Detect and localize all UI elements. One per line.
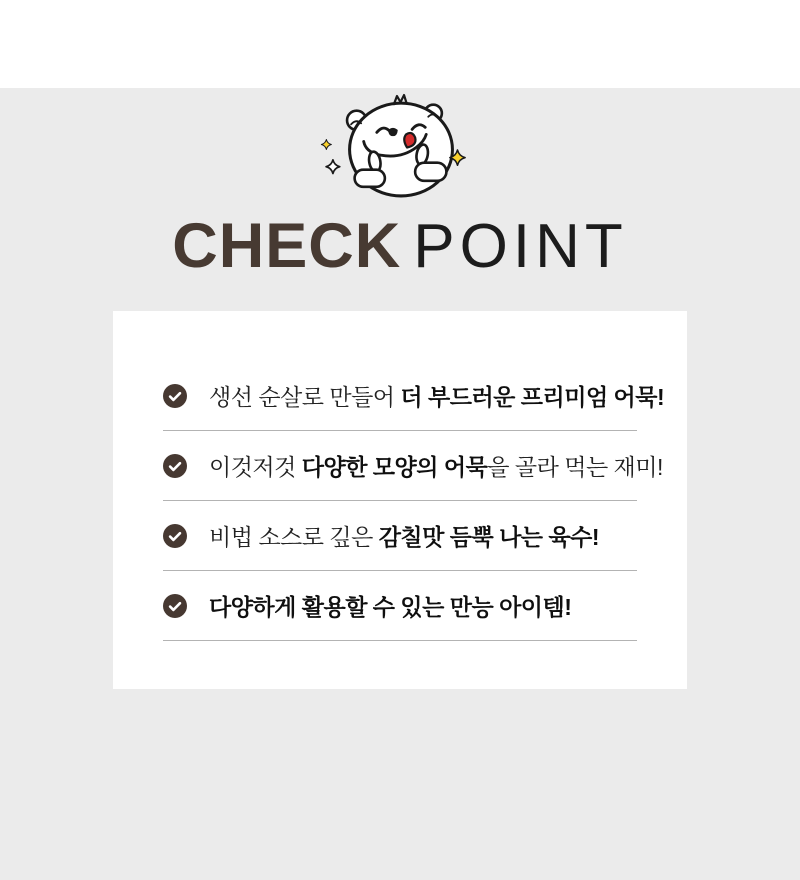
bear-paw-right bbox=[415, 163, 446, 181]
check-icon bbox=[163, 454, 187, 478]
title-check: CHECK bbox=[172, 211, 402, 281]
checkpoint-text: 비법 소스로 깊은 감칠맛 듬뿍 나는 육수! bbox=[209, 524, 599, 550]
checkpoint-item-3 bbox=[163, 501, 637, 571]
bear-paw-left bbox=[355, 170, 385, 187]
bear-tongue bbox=[404, 133, 415, 148]
checkpoint-text: 다양하게 활용할 수 있는 만능 아이템! bbox=[209, 594, 572, 620]
bear-mascot-illustration bbox=[318, 88, 482, 204]
bear-nose bbox=[389, 129, 397, 136]
check-icon bbox=[163, 524, 187, 548]
checkpoint-item-1 bbox=[163, 361, 665, 431]
sparkle-icon bbox=[326, 160, 340, 174]
page-title bbox=[0, 212, 800, 280]
check-icon bbox=[163, 594, 187, 618]
check-icon bbox=[163, 384, 187, 408]
checkpoint-card bbox=[113, 311, 687, 689]
page-background bbox=[0, 88, 800, 880]
checkpoint-text: 생선 순살로 만들어 더 부드러운 프리미엄 어묵! bbox=[209, 384, 665, 410]
checkpoint-text: 이것저것 다양한 모양의 어묵을 골라 먹는 재미! bbox=[209, 454, 663, 480]
sparkle-icon bbox=[321, 139, 331, 149]
checkpoint-item-4 bbox=[163, 571, 637, 641]
checkpoint-item-2 bbox=[163, 431, 663, 501]
title-point: POINT bbox=[413, 212, 628, 281]
